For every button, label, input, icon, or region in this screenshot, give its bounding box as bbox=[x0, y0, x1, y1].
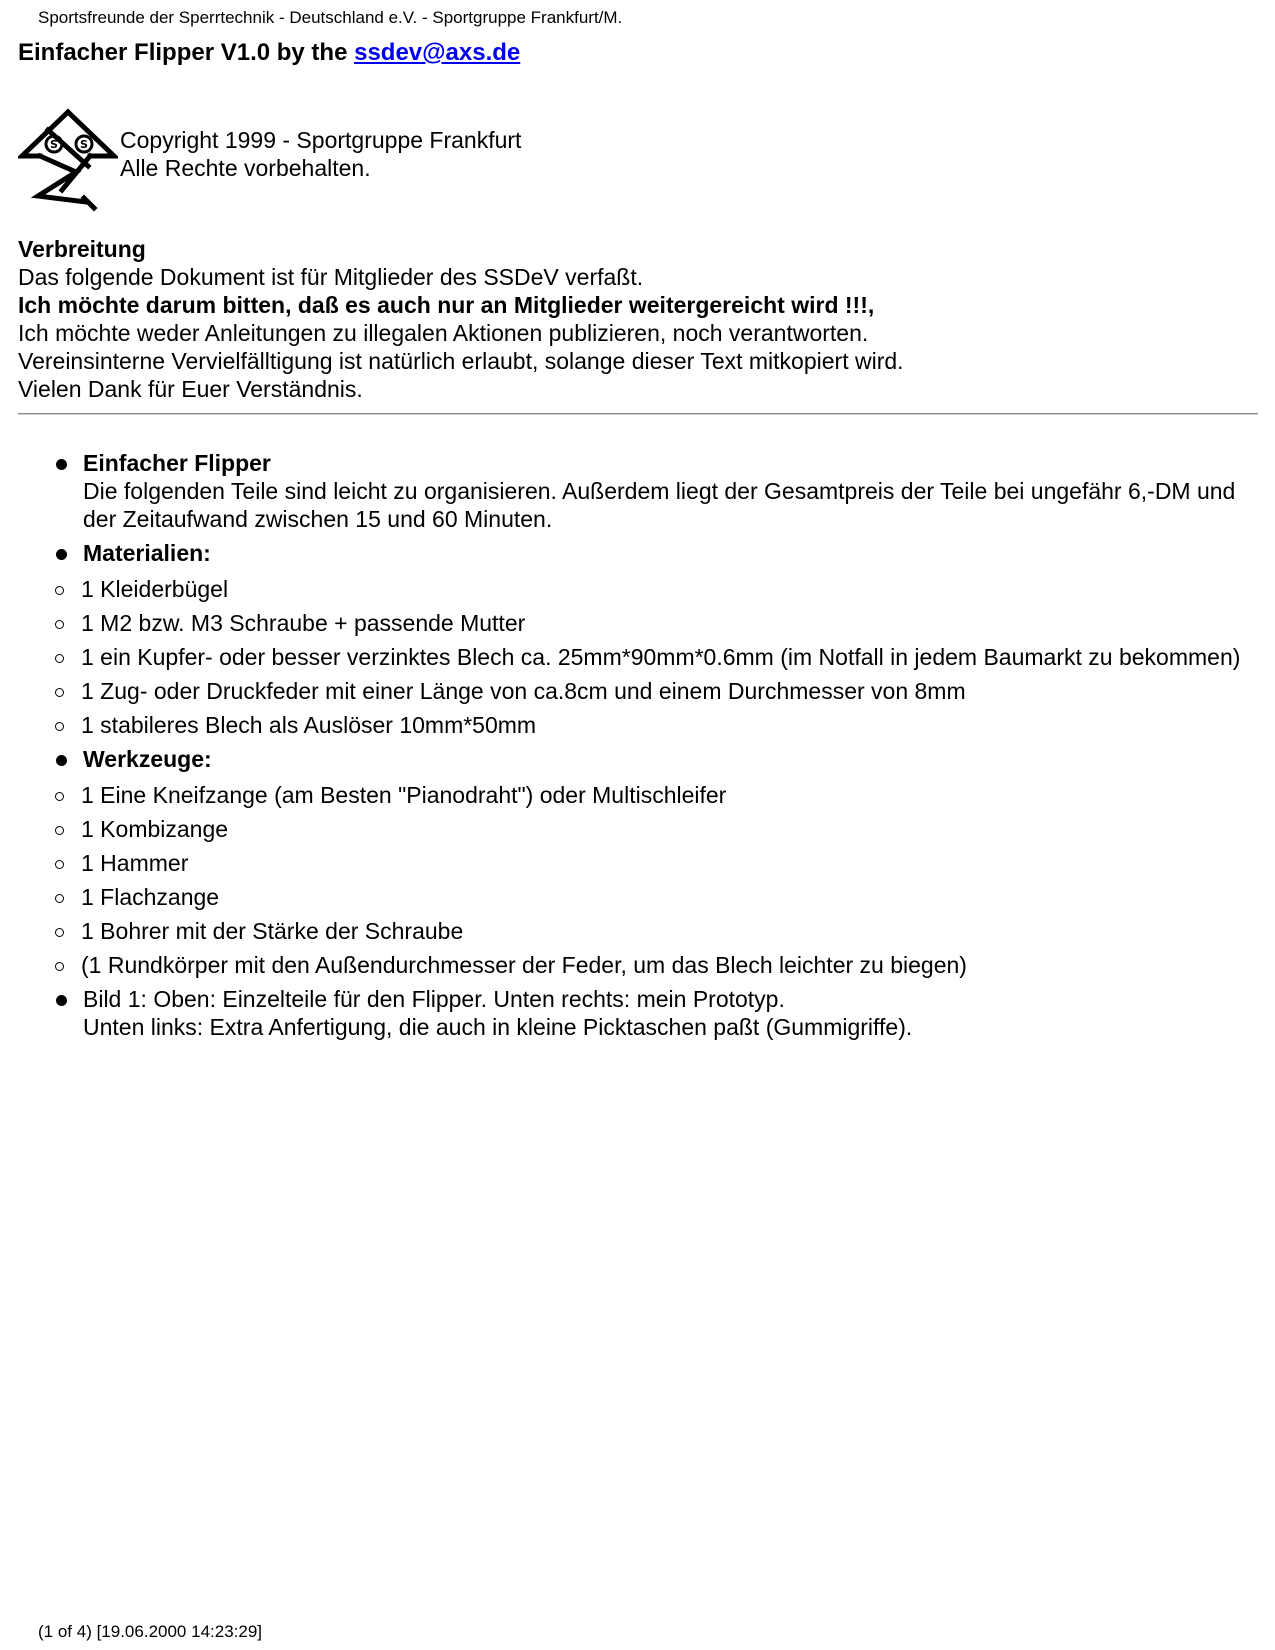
print-footer: (1 of 4) [19.06.2000 14:23:29] bbox=[38, 1622, 263, 1641]
email-link[interactable]: ssdev@axs.de bbox=[354, 39, 521, 66]
copyright-block bbox=[18, 108, 1258, 213]
circle-bullet-icon bbox=[55, 928, 64, 937]
circle-bullet-icon bbox=[55, 792, 64, 801]
werkzeuge-list bbox=[18, 781, 1258, 979]
circle-bullet-icon bbox=[55, 586, 64, 595]
circle-bullet-icon bbox=[55, 620, 64, 629]
bullet-icon bbox=[56, 549, 67, 560]
flipper-text: Die folgenden Teile sind leicht zu organisieren. Außerdem liegt der Gesamtpreis der Teile bei ungefähr 6,-DM und der Zeitaufwand zwischen 15 und 60 Minuten. bbox=[83, 478, 1236, 532]
circle-bullet-icon bbox=[55, 722, 64, 731]
copyright-text bbox=[120, 126, 521, 182]
circle-bullet-icon bbox=[55, 688, 64, 697]
page-title bbox=[18, 38, 1258, 68]
verbreitung-section bbox=[18, 235, 1258, 403]
copyright-line: Copyright 1999 - Sportgruppe Frankfurt bbox=[120, 127, 522, 153]
bullet-icon bbox=[56, 755, 67, 766]
list-item: (1 Rundkörper mit den Außendurchmesser der Feder, um das Blech leichter zu biegen) bbox=[18, 951, 1258, 979]
werkzeuge-heading: Werkzeuge: bbox=[83, 746, 212, 772]
list-item: 1 Flachzange bbox=[18, 883, 1258, 911]
circle-bullet-icon bbox=[55, 860, 64, 869]
verbreitung-line: Ich möchte weder Anleitungen zu illegalen Aktionen publizieren, noch verantworten. bbox=[18, 320, 869, 346]
bullet-icon bbox=[56, 459, 67, 470]
main-list bbox=[18, 449, 1258, 1041]
list-item: 1 Kleiderbügel bbox=[18, 575, 1258, 603]
list-item-bild bbox=[18, 985, 1258, 1041]
list-item: 1 Kombizange bbox=[18, 815, 1258, 843]
list-item-werkzeuge bbox=[18, 745, 1258, 979]
rights-line: Alle Rechte vorbehalten. bbox=[120, 155, 371, 181]
bild-caption-line: Bild 1: Oben: Einzelteile für den Flipper. Unten rechts: mein Prototyp. bbox=[83, 986, 785, 1012]
ssdev-logo-icon bbox=[18, 108, 118, 212]
bild-caption-line: Unten links: Extra Anfertigung, die auch in kleine Picktaschen paßt (Gummigriffe). bbox=[83, 1014, 913, 1040]
circle-bullet-icon bbox=[55, 826, 64, 835]
verbreitung-line: Das folgende Dokument ist für Mitglieder des SSDeV verfaßt. bbox=[18, 264, 644, 290]
bullet-icon bbox=[56, 995, 67, 1006]
verbreitung-heading: Verbreitung bbox=[18, 236, 146, 262]
list-item: 1 Bohrer mit der Stärke der Schraube bbox=[18, 917, 1258, 945]
list-item-flipper bbox=[18, 449, 1258, 533]
list-item-materialien bbox=[18, 539, 1258, 739]
thanks-line: Vielen Dank für Euer Verständnis. bbox=[18, 376, 363, 402]
list-item: 1 ein Kupfer- oder besser verzinktes Blech ca. 25mm*90mm*0.6mm (im Notfall in jedem Baumarkt zu bekommen) bbox=[18, 643, 1258, 671]
list-item: 1 Hammer bbox=[18, 849, 1258, 877]
circle-bullet-icon bbox=[55, 962, 64, 971]
list-item: 1 Eine Kneifzange (am Besten "Pianodraht") oder Multischleifer bbox=[18, 781, 1258, 809]
verbreitung-line: Vereinsinterne Vervielfälltigung ist natürlich erlaubt, solange dieser Text mitkopiert wird. bbox=[18, 348, 904, 374]
materialien-list bbox=[18, 575, 1258, 739]
flipper-heading: Einfacher Flipper bbox=[83, 450, 271, 476]
verbreitung-request: Ich möchte darum bitten, daß es auch nur an Mitglieder weitergereicht wird !!!, bbox=[18, 292, 875, 318]
print-header: Sportsfreunde der Sperrtechnik - Deutschland e.V. - Sportgruppe Frankfurt/M. bbox=[38, 8, 623, 27]
title-text: Einfacher Flipper V1.0 by the bbox=[18, 39, 355, 66]
list-item: 1 Zug- oder Druckfeder mit einer Länge von ca.8cm und einem Durchmesser von 8mm bbox=[18, 677, 1258, 705]
list-item: 1 stabileres Blech als Auslöser 10mm*50mm bbox=[18, 711, 1258, 739]
materialien-heading: Materialien: bbox=[83, 540, 211, 566]
horizontal-rule bbox=[18, 413, 1258, 415]
svg-text:S: S bbox=[50, 138, 58, 151]
list-item: 1 M2 bzw. M3 Schraube + passende Mutter bbox=[18, 609, 1258, 637]
svg-text:S: S bbox=[80, 138, 88, 151]
circle-bullet-icon bbox=[55, 654, 64, 663]
document-content bbox=[18, 38, 1258, 1047]
circle-bullet-icon bbox=[55, 894, 64, 903]
